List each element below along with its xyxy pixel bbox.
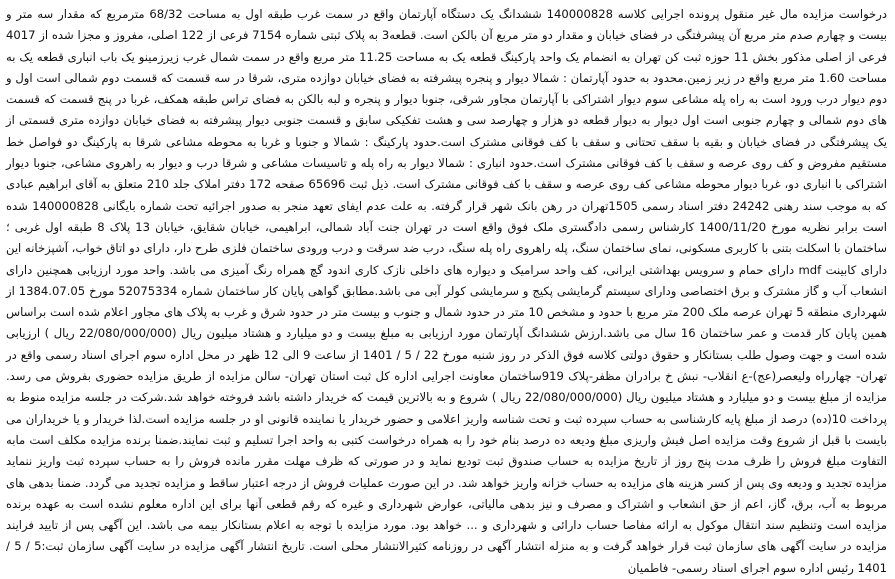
- auction-notice-text: درخواست مزایده مال غیر منقول پرونده اجرایی کلاسه 140000828 ششدانگ یک دستگاه آپارتمان واقع در سمت غرب طبقه اول به مساحت 68/32 مترمربع که مقدار سه متر و بیست و چهارم صدم متر مربع آن پیشرفتگی در فضای خیابان و مقدار دو متر مربع آن بالکن است. قطعه3 به پلاک ثبتی شماره 7154 فرعی از 122 اصلی، مفروز و مجزا شده از 4017 فرعی از اصلی مذکور بخش 11 حوزه ثبت کن تهران به انضمام یک واحد پارکینگ قطعه یک به مساحت 11.25 متر مربع واقع در سمت شمال غرب زیرزمینو یک باب انباری قطعه یک به مساحت 1.60 متر مربع واقع در زیر زمین.محدود به حدود آپارتمان : شمالا دیوار و پنجره پیشرفته به فضای خیابان دوازده متری، شرقا در سه قسمت که قسمت دوم شمالی است اول و دوم دیوار درب ورود است به راه پله مشاعی سوم دیوار اشتراکی با آپارتمان مجاور شرقی، جنوبا دیوار و پنجره و لبه بالکن به فضای تراس طبقه همکف، غربا در پنج قسمت که قسمت های دوم شمالی و چهارم جنوبی است اول دیوار به دیوار قطعه دو هزار و چهارصد سی و هشت تفکیکی سابق و قسمت جنوبی دیوار پیشرفته به فضای خیابان دوازده متری قسمتی از یک پیشرفتگی در فضای خیابان و بقیه با سقف تحتانی و سقف با کف فوقانی مشترک است.حدود پارکینگ : شمالا و جنوبا و غربا به محوطه مشاعی شرقا به پارکینگ دو فواصل خط مستقیم مفروض و کف روی عرصه و سقف با کف فوقانی مشترک است.حدود انباری : شمالا دیوار به راه پله و تاسیسات مشاعی و شرقا درب و دیوار به راهروی مشاعی، جنوبا دیوار اشتراکی با انباری دو، غربا دیوار محوطه مشاعی کف روی عرصه و سقف با کف فوقانی مشترک است. ذیل ثبت 65696 صفحه 172 دفتر املاک جلد 210 متعلق به آقای ابراهیم عبادی که به موجب سند رهنی 24242 دفتر اسناد رسمی 1505تهران در رهن بانک شهر قرار گرفته. به علت عدم ایفای تعهد منجر به صدور اجرائیه تحت شماره بایگانی 140000828 شده است برابر نظریه مورخ 1400/11/20 کارشناس رسمی دادگستری ملک فوق واقع است در تهران جنت آباد شمالی، ابراهیمی، خیابان شقایق، خیابان 13 پلاک 8 طبقه اول غربی ؛ ساختمان با اسکلت بتنی با کاربری مسکونی، نمای ساختمان سنگ، پله راهروی راه پله سنگ، درب ضد سرقت و درب ورودی ساختمان فلزی طرح دار، دارای دو اتاق خواب، آشپزخانه این دارای کابینت mdf دارای حمام و سرویس بهداشتی ایرانی، کف واحد سرامیک و دیواره های داخلی نازک کاری اندود گچ همراه رنگ آمیزی می باشد. واحد مورد ارزیابی همچنین دارای انشعاب آب و گاز مشترک و برق اختصاصی ودارای سیستم گرمایشی پکیج و سرمایشی کولر آبی می باشد.مطابق گواهی پایان کار ساختمان شماره 52075334 مورخ 1384.07.05 از شهرداری منطقه 5 تهران عرصه ملک 200 متر مربع با حدود و مشخص 10 متر در حدود شمال و جنوب و بیست متر در حدود شرق و غرب به پلاک های مجاور اعلام شده است براساس همین پایان کار قدمت و عمر ساختمان 16 سال می باشد.ارزش ششدانگ آپارتمان مورد ارزیابی به مبلغ بیست و دو میلیارد و هشتاد میلیون ریال (22/080/000/000 ریال ) ارزیابی شده است و جهت وصول طلب بستانکار و حقوق دولتی کلاسه فوق الذکر در روز شنبه مورخ 22 / 5 / 1401 از ساعت 9 الی 12 ظهر در محل اداره سوم اجرای اسناد رسمی واقع در تهران- چهارراه ولیعصر(عج)-ع انقلاب- نبش خ برادران مظفر-پلاک 919ساختمان معاونت اجرایی اداره کل ثبت استان تهران- سالن مزایده از طریق مزایده حضوری بفروش می رسد. مزایده از مبلغ بیست و دو میلیارد و هشتاد میلیون ریال (22/080/000/000 ریال ) شروع و به بالاترین قیمت که خریدار داشته باشد فروخته خواهد شد.شرکت در جلسه مزایده منوط به پرداخت 10(ده) درصد از مبلغ پایه کارشناسی به حساب سپرده ثبت و تحت شناسه واریز اعلامی و حضور خریدار یا نماینده قانونی او در جلسه مزایده است.لذا خریدار و یا خریداران می بایست با قبل از شروع وقت مزایده اصل فیش واریزی مبلغ ودیعه ده درصد بنام خود را به همراه درخواست کتبی به واحد اجرا تسلیم و ثبت نمایند.ضمنا برنده مزایده مکلف است مابه التفاوت مبلغ فروش را ظرف مدت پنج روز از تاریخ مزایده به حساب صندوق ثبت تودیع نماید و در صورتی که ظرف مهلت مقرر مانده فروش را به حساب سپرده ثبت واریز ننماید مزایده تجدید و ودیعه وی پس از کسر هزینه های مزایده به حساب خزانه واریز خواهد شد. در این صورت عملیات فروش از درجه اعتبار ساقط و مزایده تجدید می گردد. ضمنا بدهی های مربوط به آب، برق، گاز، اعم از حق انشعاب و اشتراک و مصرف و نیز بدهی مالیاتی، عوارض شهرداری و غیره که رقم قطعی آنها برای این اداره معلوم نشده است به عهده برنده مزایده است وتنظیم سند انتقال موکول به ارائه مفاصا حساب دارائی و شهرداری و ... خواهد بود. مورد مزایده با توجه به اعلام بستانکار بیمه می باشد. این آگهی پس از تایید فرایند مزایده در سایت آگهی های سازمان ثبت قرار خواهد گرفت و به منزله انتشار آگهی در روزنامه کثیرالانتشار محلی است. تاریخ انتشار آگهی مزایده در سایت آگهی سازمان ثبت:5 / 5 / 1401 رئیس اداره سوم اجرای اسناد رسمی- فاطمیان: [6, 7, 888, 575]
